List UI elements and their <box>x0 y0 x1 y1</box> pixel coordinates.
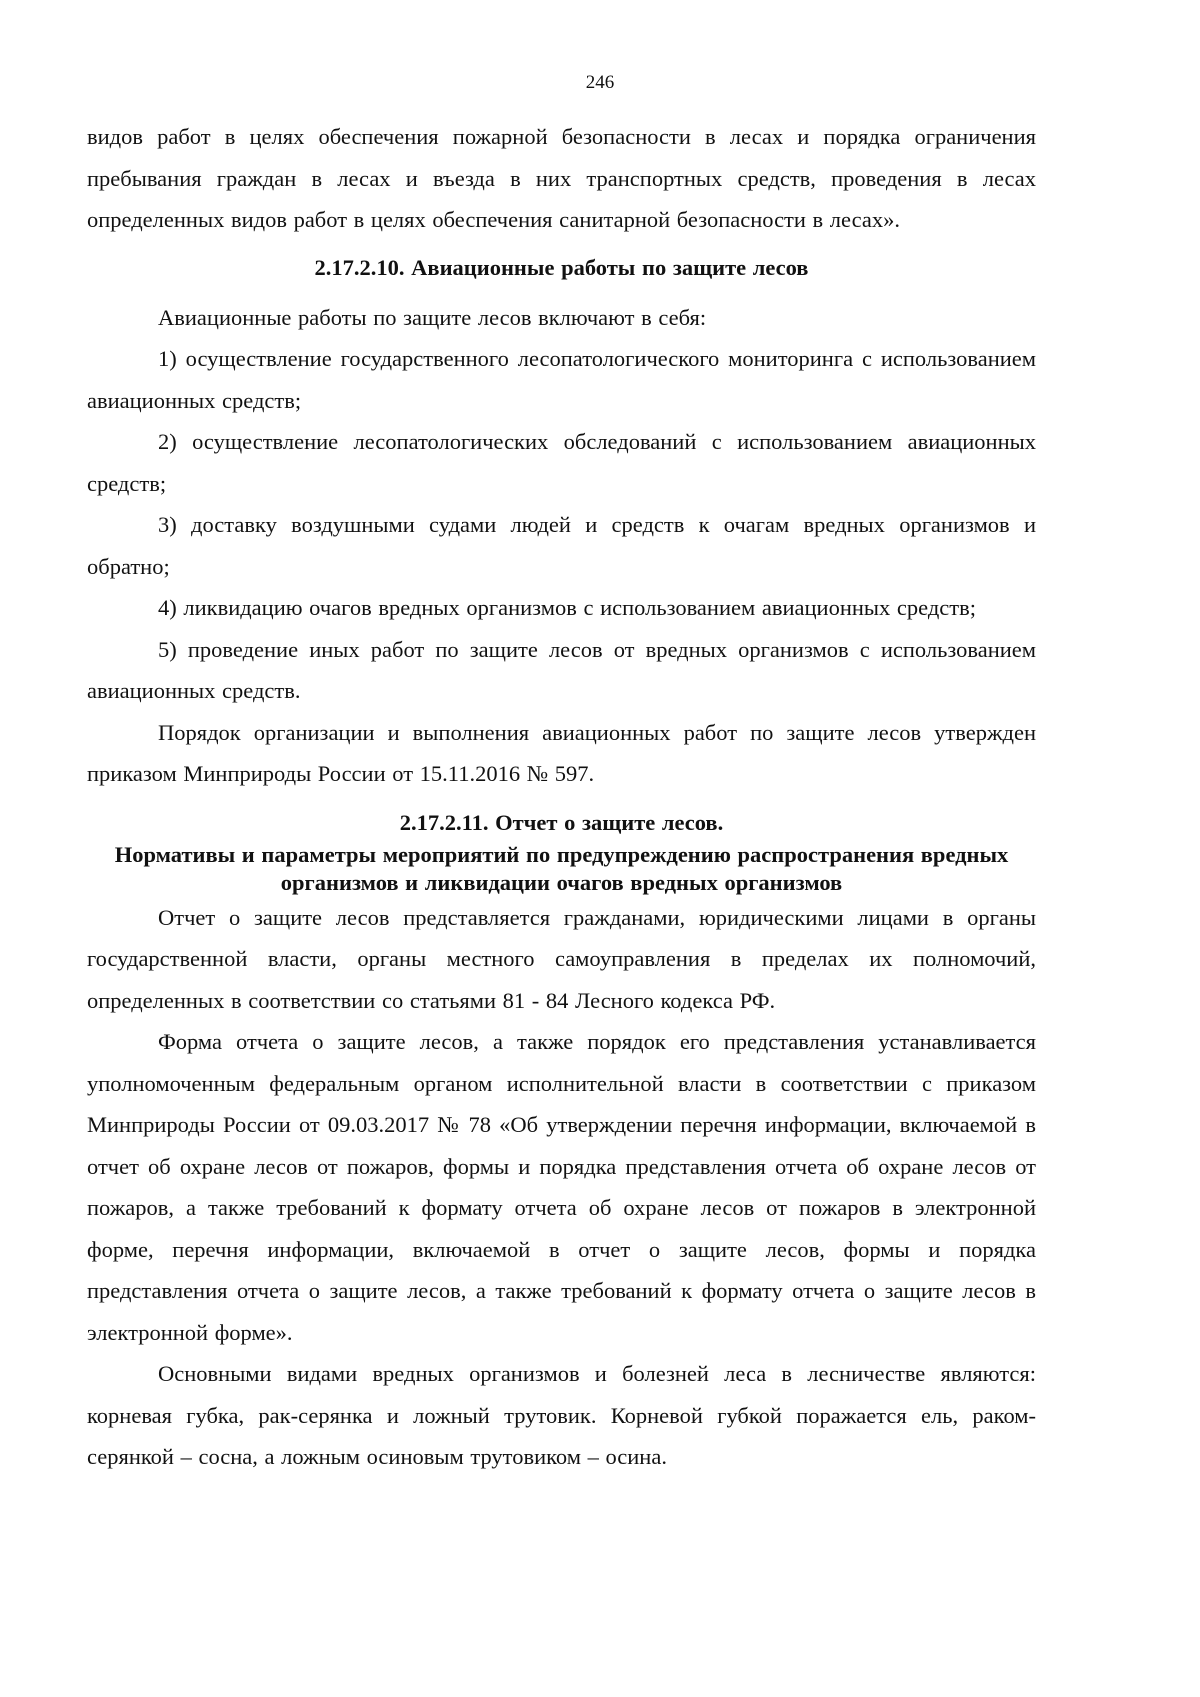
continuation-paragraph: видов работ в целях обеспечения пожарной безопасности в лесах и порядка ограничения пребывания граждан в лесах и въезда в них транспортных средств, проведения в лесах определенных видов работ в целях обеспечения санитарной безопасности в лесах». <box>87 124 1036 232</box>
section-heading-protection-report: 2.17.2.11. Отчет о защите лесов. <box>399 809 724 835</box>
page-content <box>87 116 1036 1478</box>
pests-paragraph: Основными видами вредных организмов и болезней леса в лесничестве являются: корневая губка, рак-серянка и ложный трутовик. Корневой губкой поражается ель, раком-серянкой – сосна, а ложным осиновым трутовиком – осина. <box>87 1361 1036 1469</box>
list-item: 3) доставку воздушными судами людей и средств к очагам вредных организмов и обратно; <box>87 512 1036 579</box>
aviation-intro-paragraph: Авиационные работы по защите лесов включают в себя: <box>158 304 707 330</box>
list-item: 5) проведение иных работ по защите лесов от вредных организмов с использованием авиационных средств. <box>87 636 1036 703</box>
page-number: 246 <box>585 72 615 93</box>
aviation-order-paragraph: Порядок организации и выполнения авиационных работ по защите лесов утвержден приказом Минприроды России от 15.11.2016 № 597. <box>87 719 1036 786</box>
list-item: 2) осуществление лесопатологических обследований с использованием авиационных средств; <box>87 429 1036 496</box>
report-form-paragraph: Форма отчета о защите лесов, а также порядок его представления устанавливается уполномоченным федеральным органом исполнительной власти в соответствии с приказом Минприроды России от 09.03.2017 № 78 «Об утверждении перечня информации, включаемой в отчет об охране лесов от пожаров, формы и порядка представления отчета об охране лесов от пожаров, а также требований к формату отчета об охране лесов от пожаров в электронной форме, перечня информации, включаемой в отчет о защите лесов, формы и порядка представления отчета о защите лесов, а также требований к формату отчета о защите лесов в электронной форме». <box>87 1029 1036 1345</box>
list-item: 1) осуществление государственного лесопатологического мониторинга с использованием авиационных средств; <box>87 346 1036 413</box>
section-subheading-norms: Нормативы и параметры мероприятий по предупреждению распространения вредных организмов и ликвидации очагов вредных организмов <box>114 841 1009 895</box>
report-paragraph: Отчет о защите лесов представляется гражданами, юридическими лицами в органы государственной власти, органы местного самоуправления в пределах их полномочий, определенных в соответствии со статьями 81 - 84 Лесного кодекса РФ. <box>87 904 1036 1013</box>
list-item: 4) ликвидацию очагов вредных организмов с использованием авиационных средств; <box>158 595 976 620</box>
section-heading-aviation-works: 2.17.2.10. Авиационные работы по защите лесов <box>314 254 809 280</box>
